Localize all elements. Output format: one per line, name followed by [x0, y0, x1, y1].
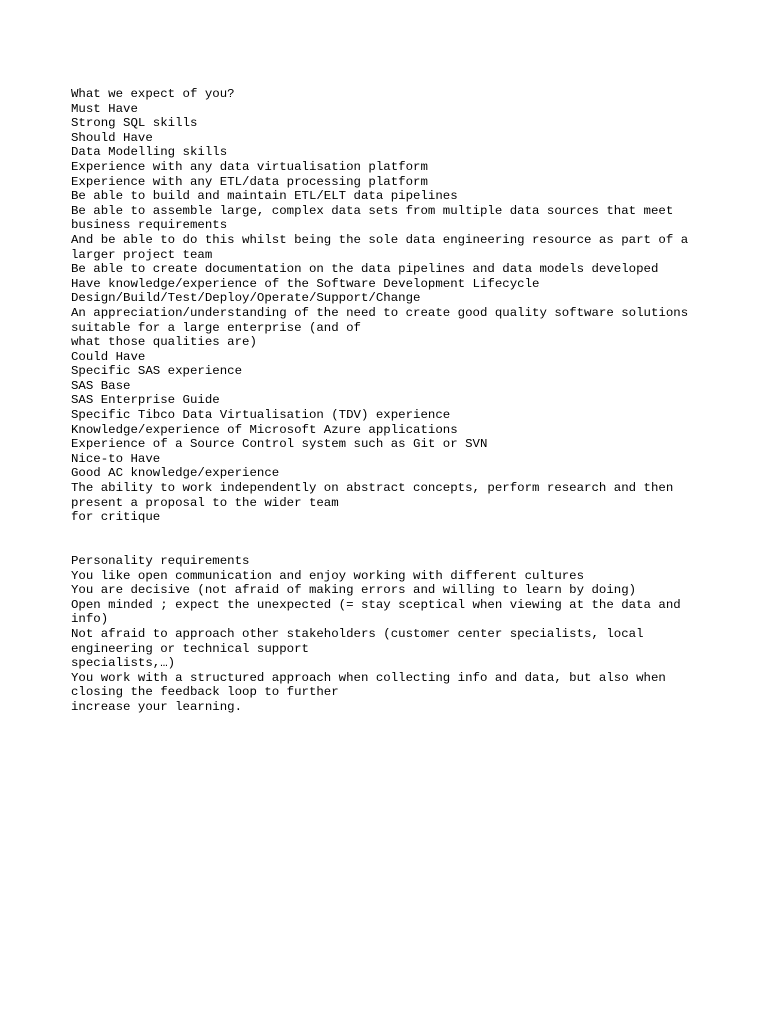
text-line: Knowledge/experience of Microsoft Azure applications — [71, 422, 458, 437]
text-line: Specific Tibco Data Virtualisation (TDV) experience — [71, 408, 451, 423]
text-line: Be able to create documentation on the data pipelines and data models developed — [71, 262, 659, 277]
text-line: SAS Base — [71, 378, 131, 393]
text-line: Have knowledge/experience of the Software Development Lifecycle — [71, 276, 540, 291]
text-line: Good AC knowledge/experience — [71, 466, 280, 481]
text-line: specialists,…) — [71, 656, 176, 671]
subheading-could-have: Could Have — [71, 349, 146, 364]
text-line: present a proposal to the wider team — [71, 495, 339, 510]
text-line: And be able to do this whilst being the sole data engineering resource as part of a — [71, 232, 689, 247]
blank-line — [71, 539, 751, 554]
text-line: Design/Build/Test/Deploy/Operate/Support/Change — [71, 291, 421, 306]
text-line: suitable for a large enterprise (and of — [71, 320, 361, 335]
text-line: larger project team — [71, 247, 213, 262]
text-line: increase your learning. — [71, 699, 243, 714]
text-line: Experience with any ETL/data processing platform — [71, 174, 428, 189]
subheading-should-have: Should Have — [71, 130, 153, 145]
text-line: engineering or technical support — [71, 641, 309, 656]
text-line: what those qualities are) — [71, 335, 257, 350]
text-line: Be able to build and maintain ETL/ELT data pipelines — [71, 189, 458, 204]
text-line: closing the feedback loop to further — [71, 685, 339, 700]
subheading-nice-to-have: Nice-to Have — [71, 451, 161, 466]
text-line: business requirements — [71, 218, 228, 233]
text-line: Not afraid to approach other stakeholders (customer center specialists, local — [71, 626, 644, 641]
text-line: An appreciation/understanding of the need to create good quality software solutions — [71, 305, 689, 320]
text-line: You work with a structured approach when collecting info and data, but also when — [71, 670, 666, 685]
text-line: The ability to work independently on abstract concepts, perform research and then — [71, 481, 674, 496]
text-line: You are decisive (not afraid of making errors and willing to learn by doing) — [71, 583, 637, 598]
text-line: Data Modelling skills — [71, 145, 228, 160]
text-line: Open minded ; expect the unexpected (= stay sceptical when viewing at the data and — [71, 597, 681, 612]
document-page — [71, 87, 751, 715]
text-line: SAS Enterprise Guide — [71, 393, 220, 408]
personality-section — [71, 554, 751, 715]
text-line: Be able to assemble large, complex data sets from multiple data sources that meet — [71, 203, 674, 218]
subheading-must-have: Must Have — [71, 101, 138, 116]
section-heading: Personality requirements — [71, 554, 250, 568]
section-heading: What we expect of you? — [71, 87, 235, 101]
text-line: Specific SAS experience — [71, 364, 243, 379]
blank-line — [71, 525, 751, 540]
text-line: Strong SQL skills — [71, 116, 198, 131]
text-line: Experience of a Source Control system such as Git or SVN — [71, 437, 488, 452]
text-line: info) — [71, 612, 109, 627]
text-line: for critique — [71, 510, 161, 525]
text-line: You like open communication and enjoy working with different cultures — [71, 568, 585, 583]
text-line: Experience with any data virtualisation platform — [71, 159, 428, 174]
requirements-section — [71, 87, 751, 525]
